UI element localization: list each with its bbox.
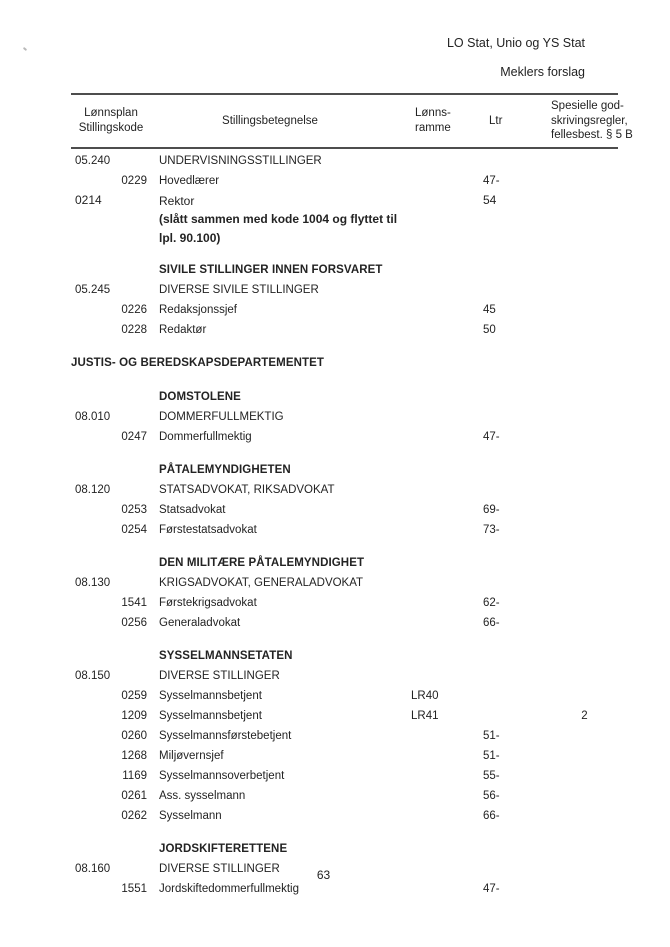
stillingskode-cell: 0229 [121,174,147,187]
table-row [71,191,618,248]
spesielle-cell [551,387,618,407]
title-text: DOMSTOLENE [159,391,241,403]
title-text: Generaladvokat [159,617,241,629]
title-text: DIVERSE STILLINGER [159,670,280,682]
title-text: SIVILE STILLINGER INNEN FORSVARET [159,264,383,276]
spesielle-cell [551,613,618,633]
stillingsbetegnelse-cell [151,786,411,806]
table-row [71,553,618,573]
lonnsramme-cell [411,746,481,766]
table-row [71,686,618,706]
ltr-cell: 45 [483,304,496,316]
stillingsbetegnelse-cell [151,387,411,407]
stillingsbetegnelse-cell [151,520,411,540]
spesielle-cell [551,573,618,593]
ltr-cell [481,151,551,171]
lonnsramme-cell [411,387,481,407]
lonnsplan-cell [71,646,151,666]
table-row [71,151,618,171]
spesielle-cell [551,839,618,859]
column-header-lonnsramme [411,106,481,135]
lonnsramme-cell [411,879,481,899]
table-row [71,520,618,540]
title-text: Dommerfullmektig [159,431,252,443]
lonnsramme-cell: LR40 [411,690,439,702]
stillingskode-cell: 0260 [121,730,147,742]
stillingsbetegnelse-cell [151,553,411,573]
spesielle-cell [551,191,618,248]
lonnsramme-cell [411,573,481,593]
stillingskode-cell: 1268 [121,750,147,762]
salary-table [71,93,633,899]
table-row [71,353,618,373]
ltr-cell [481,460,551,480]
stillingsbetegnelse-cell [151,573,411,593]
title-text: Sysselmannsførstebetjent [159,730,292,742]
stillingsbetegnelse-cell [151,427,411,447]
title-text: DIVERSE STILLINGER [159,863,280,875]
stillingskode-cell: 0262 [121,810,147,822]
lonnsplan-cell: 08.130 [75,577,111,589]
ltr-cell [481,260,551,280]
lonnsramme-cell [411,646,481,666]
column-header-lonnsramme-line2: ramme [415,121,451,134]
table-row [71,500,618,520]
stillingskode-cell: 0247 [121,431,147,443]
stillingskode-cell: 0228 [121,324,147,336]
lonnsramme-cell [411,613,481,633]
title-text: Førstekrigsadvokat [159,597,257,609]
table-row [71,826,618,839]
spesielle-cell [551,460,618,480]
table-body [71,149,618,900]
lonnsramme-cell [411,806,481,826]
stillingskode-cell: 0259 [121,690,147,702]
title-text: DOMMERFULLMEKTIG [159,411,284,423]
lonnsramme-cell [411,666,481,686]
column-header-lonnsplan-line1: Lønnsplan [84,107,138,120]
table-row [71,540,618,553]
stillingsbetegnelse-cell [151,480,411,500]
stillingsbetegnelse-cell [151,171,411,191]
ltr-cell [481,573,551,593]
table-row [71,320,618,340]
table-row [71,646,618,666]
spesielle-cell [551,480,618,500]
lonnsramme-cell [411,407,481,427]
spesielle-cell [551,300,618,320]
stillingsbetegnelse-cell [151,706,411,726]
spesielle-cell [551,260,618,280]
table-row [71,766,618,786]
table-row [71,786,618,806]
stillingsbetegnelse-cell [151,879,411,899]
column-header-spesielle [551,99,633,143]
table-row [71,300,618,320]
ltr-cell [481,839,551,859]
document-header [447,36,585,80]
ltr-cell [481,553,551,573]
lonnsramme-cell [411,171,481,191]
spesielle-cell [551,151,618,171]
ltr-cell: 73- [483,524,500,536]
stillingsbetegnelse-cell [151,320,411,340]
ltr-cell: 62- [483,597,500,609]
ltr-cell: 51- [483,730,500,742]
stillingsbetegnelse-cell [151,460,411,480]
column-header-lonnsplan-line2: Stillingskode [78,121,144,134]
spesielle-cell [551,726,618,746]
stillingsbetegnelse-cell [151,613,411,633]
lonnsramme-cell [411,320,481,340]
stillingskode-cell: 0253 [121,504,147,516]
table-row [71,280,618,300]
lonnsplan-cell: 08.120 [75,484,111,496]
spesielle-cell [551,427,618,447]
table-row [71,839,618,859]
spesielle-cell [551,500,618,520]
stillingsbetegnelse-cell [151,806,411,826]
lonnsplan-cell: 05.245 [75,284,111,296]
lonnsramme-cell [411,151,481,171]
lonnsplan-cell: 0214 [75,192,102,207]
stillingsbetegnelse-cell [151,260,411,280]
stillingskode-cell: 1541 [121,597,147,609]
title-text: Ass. sysselmann [159,790,246,802]
stillingsbetegnelse-cell [151,766,411,786]
stillingsbetegnelse-cell [151,300,411,320]
title-text: Sysselmannsoverbetjent [159,770,285,782]
lonnsramme-cell [411,520,481,540]
column-header-spesielle-line3: fellesbest. § 5 B [551,129,633,141]
lonnsplan-cell [71,460,151,480]
table-row [71,573,618,593]
table-row [71,340,618,353]
ltr-cell: 50 [483,324,496,336]
lonnsramme-cell: LR41 [411,710,439,722]
lonnsramme-cell [411,191,481,248]
ltr-cell: 56- [483,790,500,802]
spesielle-cell [551,746,618,766]
ltr-cell: 47- [483,431,500,443]
stillingskode-cell: 1169 [122,770,147,782]
table-row [71,260,618,280]
spesielle-cell [551,666,618,686]
lonnsramme-cell [411,726,481,746]
spesielle-cell [551,879,618,899]
spesielle-cell [551,806,618,826]
lonnsplan-cell [71,553,151,573]
stillingsbetegnelse-cell [151,191,411,248]
ltr-cell: 47- [483,174,500,187]
lonnsplan-cell [71,839,151,859]
lonnsramme-cell [411,500,481,520]
table-row [71,726,618,746]
stillingsbetegnelse-cell [151,726,411,746]
spesielle-cell [551,786,618,806]
lonnsramme-cell [411,260,481,280]
spesielle-cell [551,407,618,427]
stillingsbetegnelse-cell [151,407,411,427]
page-number: 63 [316,868,331,882]
table-row [71,706,618,726]
title-text: Jordskiftedommerfullmektig [159,883,299,895]
stillingsbetegnelse-cell [151,839,411,859]
lonnsramme-cell [411,427,481,447]
table-row [71,427,618,447]
ltr-cell [481,686,551,706]
ltr-cell: 47- [483,883,500,895]
spesielle-cell [551,553,618,573]
spesielle-cell [551,520,618,540]
table-row [71,666,618,686]
spesielle-cell [551,766,618,786]
table-row [71,480,618,500]
title-text: Førstestatsadvokat [159,524,257,536]
ltr-cell: 66- [483,810,500,822]
lonnsramme-cell [411,766,481,786]
stillingsbetegnelse-cell [151,280,411,300]
stillingskode-cell: 1551 [121,883,147,895]
table-row [71,746,618,766]
table-row [71,171,618,191]
title-text: Sysselmannsbetjent [159,690,262,702]
lonnsramme-cell [411,839,481,859]
table-row [71,460,618,480]
scan-artifact [23,47,27,51]
ltr-cell [481,280,551,300]
stillingsbetegnelse-cell [151,151,411,171]
table-row [71,879,618,899]
lonnsplan-cell: 08.150 [75,670,111,682]
title-text: Redaktør [159,324,207,336]
stillingsbetegnelse-cell [151,746,411,766]
title-text: Sysselmannsbetjent [159,710,262,722]
stillingskode-cell: 0226 [121,304,147,316]
ltr-cell [481,407,551,427]
ltr-cell: 54 [483,192,497,207]
stillingsbetegnelse-cell [151,666,411,686]
header-parties-text: LO Stat, Unio og YS Stat [446,36,585,50]
spesielle-cell [551,171,618,191]
stillingsbetegnelse-cell [151,500,411,520]
stillingskode-cell: 0261 [121,790,147,802]
ltr-cell [481,480,551,500]
column-header-lonnsplan [71,106,151,135]
lonnsramme-cell [411,280,481,300]
title-text: STATSADVOKAT, RIKSADVOKAT [159,484,335,496]
lonnsplan-cell: 08.160 [75,863,111,875]
lonnsramme-cell [411,300,481,320]
title-text: UNDERVISNINGSSTILLINGER [159,154,322,167]
table-row [71,593,618,613]
title-text: KRIGSADVOKAT, GENERALADVOKAT [159,577,364,589]
title-text: JORDSKIFTERETTENE [159,843,288,855]
table-row [71,806,618,826]
ltr-cell [481,387,551,407]
lonnsplan-cell [71,387,151,407]
title-text: DEN MILITÆRE PÅTALEMYNDIGHET [159,557,365,569]
ltr-cell: 55- [483,770,500,782]
title-text: Statsadvokat [159,504,226,516]
title-text: SYSSELMANNSETATEN [159,650,293,662]
title-text: Rektor [159,193,195,208]
stillingsbetegnelse-cell [151,686,411,706]
lonnsplan-cell: 05.240 [75,154,111,167]
lonnsramme-cell [411,460,481,480]
title-text: Sysselmann [159,810,222,822]
lonnsramme-cell [411,480,481,500]
header-proposal-text: Meklers forslag [500,65,585,79]
column-header-stillingsbetegnelse: Stillingsbetegnelse [222,114,318,127]
table-row [71,407,618,427]
spesielle-cell [551,646,618,666]
title-text: Hovedlærer [159,174,220,187]
lonnsramme-cell [411,553,481,573]
table-row [71,247,618,260]
lonnsramme-cell [411,593,481,613]
stillingskode-cell: 1209 [121,710,147,722]
title-bold-note: (slått sammen med kode 1004 og flyttet til lpl. 90.100) [159,212,398,245]
department-heading: JUSTIS- OG BEREDSKAPSDEPARTEMENTET [71,357,325,369]
table-header-row [71,93,633,149]
column-header-spesielle-line1: Spesielle god- [551,100,624,112]
table-row [71,447,618,460]
ltr-cell: 69- [483,504,500,516]
lonnsplan-cell [71,260,151,280]
spesielle-cell [551,593,618,613]
title-text: Miljøvernsjef [159,750,224,762]
spesielle-cell [551,320,618,340]
stillingsbetegnelse-cell [151,593,411,613]
table-row [71,373,618,387]
column-header-spesielle-line2: skrivingsregler, [551,114,628,127]
spesielle-cell [551,686,618,706]
title-text: Redaksjonssjef [159,304,237,316]
stillingsbetegnelse-cell [151,646,411,666]
title-text: PÅTALEMYNDIGHETEN [159,464,291,476]
table-row [71,633,618,646]
lonnsramme-cell [411,786,481,806]
lonnsplan-cell: 08.010 [75,411,111,423]
table-row [71,387,618,407]
column-header-lonnsramme-line1: Lønns- [415,107,451,120]
ltr-cell [481,646,551,666]
column-header-ltr: Ltr [489,114,503,127]
ltr-cell: 51- [483,750,500,762]
spesielle-cell [551,280,618,300]
ltr-cell: 66- [483,617,500,629]
spesielle-cell: 2 [581,710,588,722]
stillingskode-cell: 0256 [121,617,147,629]
title-text: DIVERSE SIVILE STILLINGER [159,284,319,296]
table-row [71,613,618,633]
stillingskode-cell: 0254 [121,524,147,536]
ltr-cell [481,666,551,686]
ltr-cell [481,706,551,726]
